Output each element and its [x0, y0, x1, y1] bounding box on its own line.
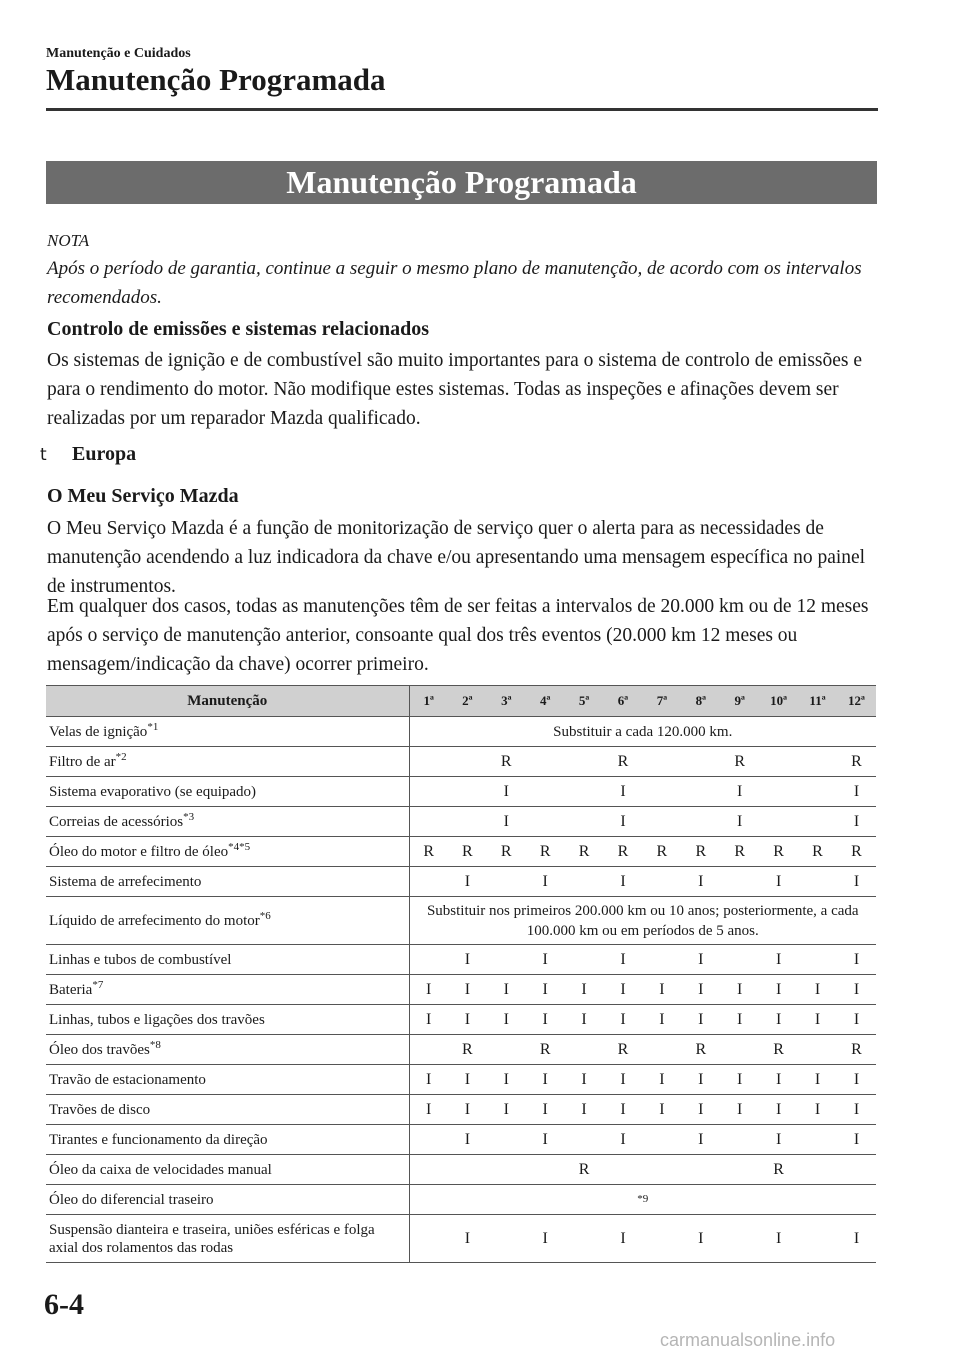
- schedule-cell: I: [448, 975, 487, 1005]
- service-heading: O Meu Serviço Mazda: [47, 485, 239, 507]
- schedule-cell: R: [409, 837, 448, 867]
- row-label-text: Travões de disco: [49, 1101, 151, 1118]
- schedule-cell: [642, 1035, 681, 1065]
- schedule-cell: [565, 1215, 604, 1263]
- schedule-cell: I: [487, 975, 526, 1005]
- schedule-cell: [759, 747, 798, 777]
- schedule-cell: [565, 1035, 604, 1065]
- column-header: 7ª: [642, 686, 681, 717]
- schedule-cell: I: [837, 1095, 876, 1125]
- schedule-cell: R: [604, 837, 643, 867]
- row-label-text: Suspensão dianteira e traseira, uniões esféricas e folga axial dos rolamentos das rodas: [49, 1221, 375, 1256]
- schedule-cell: I: [604, 1005, 643, 1035]
- row-span-note: Substituir nos primeiros 200.000 km ou 10 anos; posteriormente, a cada 100.000 km ou em períodos de 5 anos.: [409, 897, 876, 945]
- schedule-cell: I: [720, 975, 759, 1005]
- row-span-note: *9: [409, 1185, 876, 1215]
- note-text: Após o período de garantia, continue a seguir o mesmo plano de manutenção, de acordo com os intervalos recomendados.: [47, 258, 862, 308]
- footnote-ref: *6: [259, 909, 271, 922]
- row-label: [46, 777, 409, 807]
- schedule-cell: I: [487, 1005, 526, 1035]
- schedule-cell: R: [720, 837, 759, 867]
- schedule-cell: [409, 1125, 448, 1155]
- column-header: 2ª: [448, 686, 487, 717]
- row-label: [46, 897, 409, 945]
- column-header: 8ª: [681, 686, 720, 717]
- schedule-cell: I: [642, 1005, 681, 1035]
- service-text-2: Em qualquer dos casos, todas as manutenções têm de ser feitas a intervalos de 20.000 km ou de 12 meses após o serviço de manutenção anterior, consoante qual dos três eventos (20.000 km 12 meses ou mensagem/indicação da chave) ocorrer primeiro.: [47, 596, 869, 675]
- schedule-cell: R: [526, 1035, 565, 1065]
- table-row: [46, 837, 876, 867]
- row-label-text: Travão de estacionamento: [49, 1071, 206, 1088]
- row-label-text: Óleo do diferencial traseiro: [49, 1191, 214, 1208]
- schedule-cell: I: [798, 975, 837, 1005]
- schedule-cell: I: [487, 1095, 526, 1125]
- schedule-cell: [409, 945, 448, 975]
- schedule-cell: [565, 867, 604, 897]
- schedule-cell: [798, 1155, 837, 1185]
- note-label: NOTA: [47, 231, 90, 250]
- row-label: [46, 717, 409, 747]
- schedule-cell: [448, 747, 487, 777]
- column-header: 12ª: [837, 686, 876, 717]
- schedule-cell: I: [604, 807, 643, 837]
- schedule-cell: I: [526, 945, 565, 975]
- schedule-cell: [798, 807, 837, 837]
- schedule-cell: I: [526, 1005, 565, 1035]
- table-row: [46, 975, 876, 1005]
- schedule-cell: I: [487, 777, 526, 807]
- schedule-cell: R: [759, 837, 798, 867]
- schedule-cell: I: [837, 1125, 876, 1155]
- schedule-cell: [837, 1155, 876, 1185]
- row-label: [46, 1215, 409, 1263]
- schedule-cell: I: [759, 867, 798, 897]
- row-label-text: Bateria: [49, 981, 93, 998]
- schedule-cell: I: [681, 1065, 720, 1095]
- schedule-cell: R: [837, 837, 876, 867]
- schedule-cell: [487, 1125, 526, 1155]
- schedule-cell: I: [837, 867, 876, 897]
- schedule-cell: [642, 777, 681, 807]
- table-row: [46, 1095, 876, 1125]
- schedule-cell: [720, 945, 759, 975]
- schedule-cell: [642, 867, 681, 897]
- schedule-cell: I: [759, 945, 798, 975]
- column-header: 3ª: [487, 686, 526, 717]
- schedule-cell: I: [720, 777, 759, 807]
- schedule-cell: I: [604, 1215, 643, 1263]
- schedule-cell: I: [720, 1005, 759, 1035]
- schedule-cell: I: [448, 1065, 487, 1095]
- watermark: carmanualsonline.info: [660, 1330, 836, 1350]
- row-label-text: Sistema evaporativo (se equipado): [49, 783, 257, 800]
- schedule-cell: I: [448, 945, 487, 975]
- schedule-cell: [409, 807, 448, 837]
- schedule-cell: [409, 867, 448, 897]
- schedule-cell: I: [487, 807, 526, 837]
- schedule-cell: I: [565, 1065, 604, 1095]
- row-label: [46, 1095, 409, 1125]
- column-header: 5ª: [565, 686, 604, 717]
- schedule-cell: I: [448, 1095, 487, 1125]
- schedule-cell: [565, 945, 604, 975]
- schedule-cell: [448, 777, 487, 807]
- schedule-cell: [642, 747, 681, 777]
- schedule-cell: [526, 747, 565, 777]
- table-body: [46, 717, 876, 1263]
- row-label: [46, 867, 409, 897]
- schedule-cell: [642, 807, 681, 837]
- schedule-cell: I: [720, 1065, 759, 1095]
- schedule-cell: R: [604, 1035, 643, 1065]
- schedule-cell: [448, 1155, 487, 1185]
- schedule-cell: I: [526, 1065, 565, 1095]
- schedule-cell: R: [565, 1155, 604, 1185]
- schedule-cell: I: [759, 1005, 798, 1035]
- row-label: [46, 1125, 409, 1155]
- row-label-text: Líquido de arrefecimento do motor: [49, 912, 260, 929]
- schedule-cell: [720, 867, 759, 897]
- schedule-cell: R: [681, 1035, 720, 1065]
- schedule-cell: [720, 1125, 759, 1155]
- schedule-cell: [487, 867, 526, 897]
- schedule-cell: [448, 807, 487, 837]
- schedule-cell: I: [565, 1095, 604, 1125]
- schedule-cell: [798, 777, 837, 807]
- page-title: Manutenção Programada: [46, 62, 386, 97]
- table-row: [46, 867, 876, 897]
- schedule-cell: R: [448, 837, 487, 867]
- schedule-cell: R: [759, 1035, 798, 1065]
- schedule-cell: [565, 807, 604, 837]
- schedule-cell: [642, 1125, 681, 1155]
- row-label: [46, 837, 409, 867]
- schedule-cell: I: [526, 867, 565, 897]
- table-row: [46, 807, 876, 837]
- service-text-1: O Meu Serviço Mazda é a função de monitorização de serviço quer o alerta para as necessidades de manutenção acendendo a luz indicadora da chave e/ou apresentando uma mensagem específica no painel de instrumentos.: [47, 518, 866, 597]
- schedule-cell: R: [526, 837, 565, 867]
- table-row: [46, 1035, 876, 1065]
- region-europe: [40, 443, 136, 466]
- footnote-ref: *7: [92, 978, 104, 991]
- schedule-cell: R: [837, 747, 876, 777]
- schedule-cell: I: [409, 1065, 448, 1095]
- schedule-cell: I: [837, 1215, 876, 1263]
- schedule-cell: I: [759, 975, 798, 1005]
- schedule-cell: I: [798, 1095, 837, 1125]
- schedule-cell: [642, 945, 681, 975]
- schedule-cell: R: [759, 1155, 798, 1185]
- schedule-cell: I: [720, 807, 759, 837]
- column-header: 4ª: [526, 686, 565, 717]
- row-label-text: Tirantes e funcionamento da direção: [49, 1131, 268, 1148]
- column-header-maintenance: Manutenção: [46, 686, 409, 717]
- column-header: 11ª: [798, 686, 837, 717]
- schedule-cell: I: [837, 945, 876, 975]
- schedule-cell: [798, 867, 837, 897]
- footnote-ref: *1: [147, 720, 159, 733]
- schedule-cell: I: [526, 975, 565, 1005]
- schedule-cell: I: [681, 1215, 720, 1263]
- schedule-cell: [604, 1155, 643, 1185]
- schedule-cell: [798, 1035, 837, 1065]
- schedule-cell: [681, 807, 720, 837]
- column-header: 9ª: [720, 686, 759, 717]
- row-label-text: Sistema de arrefecimento: [49, 873, 202, 890]
- schedule-cell: [565, 777, 604, 807]
- row-label: [46, 1035, 409, 1065]
- row-label-text: Óleo do motor e filtro de óleo: [49, 843, 229, 860]
- row-label-text: Linhas, tubos e ligações dos travões: [49, 1011, 265, 1028]
- schedule-cell: [409, 1035, 448, 1065]
- schedule-cell: I: [604, 1095, 643, 1125]
- schedule-cell: I: [759, 1065, 798, 1095]
- table-row: [46, 1005, 876, 1035]
- schedule-cell: [720, 1155, 759, 1185]
- schedule-cell: I: [759, 1125, 798, 1155]
- schedule-cell: I: [681, 1005, 720, 1035]
- schedule-cell: [409, 1215, 448, 1263]
- row-label-text: Linhas e tubos de combustível: [49, 951, 232, 968]
- schedule-cell: I: [526, 1125, 565, 1155]
- table-row: [46, 1215, 876, 1263]
- schedule-cell: I: [837, 1065, 876, 1095]
- schedule-cell: I: [526, 1215, 565, 1263]
- schedule-cell: [409, 747, 448, 777]
- row-label: [46, 975, 409, 1005]
- schedule-cell: I: [409, 975, 448, 1005]
- schedule-cell: I: [565, 1005, 604, 1035]
- schedule-cell: R: [565, 837, 604, 867]
- schedule-cell: [798, 1215, 837, 1263]
- column-header: 1ª: [409, 686, 448, 717]
- row-label: [46, 945, 409, 975]
- schedule-cell: R: [798, 837, 837, 867]
- section-label: Manutenção e Cuidados: [46, 46, 191, 61]
- schedule-cell: I: [409, 1005, 448, 1035]
- table-row: [46, 777, 876, 807]
- footnote-ref: *8: [149, 1038, 161, 1051]
- schedule-cell: [409, 1155, 448, 1185]
- schedule-cell: I: [681, 945, 720, 975]
- schedule-cell: I: [642, 975, 681, 1005]
- row-label-text: Correias de acessórios: [49, 813, 184, 830]
- schedule-cell: [487, 1155, 526, 1185]
- schedule-cell: [487, 1035, 526, 1065]
- column-header: 6ª: [604, 686, 643, 717]
- row-label: [46, 1185, 409, 1215]
- schedule-cell: I: [837, 1005, 876, 1035]
- maintenance-table: [46, 685, 876, 1263]
- schedule-cell: I: [798, 1065, 837, 1095]
- schedule-cell: I: [681, 975, 720, 1005]
- schedule-cell: I: [448, 1005, 487, 1035]
- schedule-cell: [798, 747, 837, 777]
- row-span-note: Substituir a cada 120.000 km.: [409, 717, 876, 747]
- row-label: [46, 1065, 409, 1095]
- schedule-cell: I: [604, 777, 643, 807]
- schedule-cell: R: [681, 837, 720, 867]
- row-label-text: Óleo dos travões: [49, 1041, 150, 1058]
- schedule-cell: [642, 1215, 681, 1263]
- schedule-cell: [681, 777, 720, 807]
- row-label: [46, 1155, 409, 1185]
- schedule-cell: R: [487, 837, 526, 867]
- schedule-cell: I: [604, 945, 643, 975]
- schedule-cell: [759, 777, 798, 807]
- table-row: [46, 1155, 876, 1185]
- schedule-cell: I: [604, 1125, 643, 1155]
- row-label: [46, 1005, 409, 1035]
- bullet-marker-icon: t: [40, 445, 47, 465]
- row-label: [46, 807, 409, 837]
- schedule-cell: [681, 1155, 720, 1185]
- row-label: [46, 747, 409, 777]
- schedule-cell: I: [642, 1095, 681, 1125]
- row-label-text: Óleo da caixa de velocidades manual: [49, 1161, 272, 1178]
- schedule-cell: R: [604, 747, 643, 777]
- schedule-cell: [526, 1155, 565, 1185]
- schedule-cell: R: [720, 747, 759, 777]
- schedule-cell: I: [448, 1125, 487, 1155]
- emissions-heading: Controlo de emissões e sistemas relacionados: [47, 318, 430, 340]
- schedule-cell: R: [642, 837, 681, 867]
- page-number: 6-4: [44, 1288, 84, 1321]
- schedule-cell: [720, 1035, 759, 1065]
- schedule-cell: [798, 1125, 837, 1155]
- section-banner: Manutenção Programada: [46, 161, 877, 204]
- schedule-cell: [565, 747, 604, 777]
- footnote-ref: *2: [115, 750, 127, 763]
- schedule-cell: [526, 807, 565, 837]
- schedule-cell: I: [759, 1095, 798, 1125]
- table-row: [46, 1125, 876, 1155]
- schedule-cell: I: [720, 1095, 759, 1125]
- schedule-cell: I: [837, 777, 876, 807]
- schedule-cell: I: [565, 975, 604, 1005]
- table-row: [46, 897, 876, 945]
- schedule-cell: [642, 1155, 681, 1185]
- schedule-cell: [798, 945, 837, 975]
- schedule-cell: I: [759, 1215, 798, 1263]
- schedule-cell: I: [604, 867, 643, 897]
- table-row: [46, 945, 876, 975]
- schedule-cell: [759, 807, 798, 837]
- schedule-cell: [487, 1215, 526, 1263]
- table-row: [46, 717, 876, 747]
- schedule-cell: [526, 777, 565, 807]
- schedule-cell: I: [642, 1065, 681, 1095]
- schedule-cell: R: [448, 1035, 487, 1065]
- table-header-row: [46, 686, 876, 717]
- schedule-cell: [487, 945, 526, 975]
- region-label: Europa: [72, 443, 137, 465]
- table-row: [46, 747, 876, 777]
- schedule-cell: I: [487, 1065, 526, 1095]
- schedule-cell: R: [487, 747, 526, 777]
- schedule-cell: I: [837, 807, 876, 837]
- footnote-ref: *4*5: [228, 840, 251, 853]
- schedule-cell: I: [681, 1095, 720, 1125]
- schedule-cell: I: [526, 1095, 565, 1125]
- footnote-ref: *3: [183, 810, 195, 823]
- schedule-cell: I: [448, 1215, 487, 1263]
- row-label-text: Velas de ignição: [49, 723, 148, 740]
- schedule-cell: [720, 1215, 759, 1263]
- schedule-cell: I: [604, 1065, 643, 1095]
- schedule-cell: I: [798, 1005, 837, 1035]
- row-label-text: Filtro de ar: [49, 753, 116, 770]
- emissions-text: Os sistemas de ignição e de combustível são muito importantes para o sistema de controlo de emissões e para o rendimento do motor. Não modifique estes sistemas. Todas as inspeções e afinações devem ser realizadas por um reparador Mazda qualificado.: [47, 350, 863, 429]
- table-row: [46, 1065, 876, 1095]
- schedule-cell: I: [409, 1095, 448, 1125]
- header-divider: [46, 108, 878, 111]
- schedule-cell: [409, 777, 448, 807]
- schedule-cell: I: [604, 975, 643, 1005]
- schedule-cell: I: [681, 1125, 720, 1155]
- column-header: 10ª: [759, 686, 798, 717]
- schedule-cell: R: [837, 1035, 876, 1065]
- schedule-cell: I: [681, 867, 720, 897]
- schedule-cell: I: [448, 867, 487, 897]
- table-row: [46, 1185, 876, 1215]
- schedule-cell: I: [837, 975, 876, 1005]
- schedule-cell: [681, 747, 720, 777]
- schedule-cell: [565, 1125, 604, 1155]
